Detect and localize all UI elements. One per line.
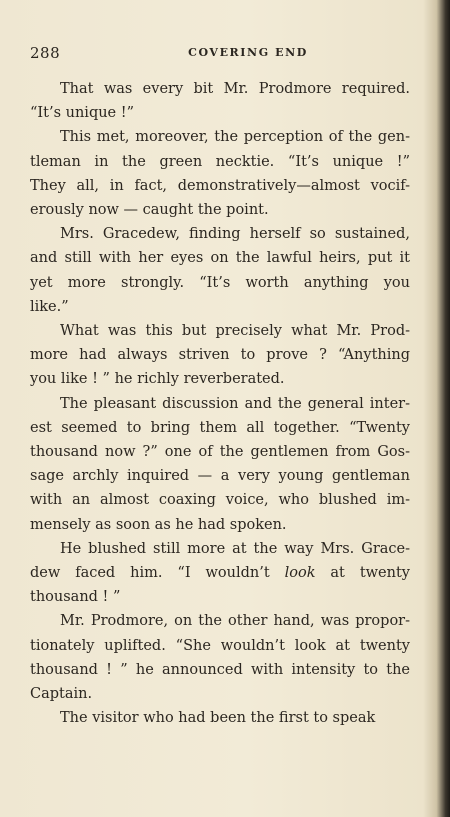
text-line: This met, moreover, the perception of the gen- [60, 129, 410, 146]
text-line: The pleasant discussion and the general inter- [60, 395, 410, 412]
text-line: He blushed still more at the way Mrs. Grace- [60, 540, 410, 557]
text-line: more had always striven to prove ? “Anything [30, 347, 410, 364]
text-line: Mr. Prodmore, on the other hand, was propor- [60, 613, 410, 630]
text-fragment: dew faced him. “I wouldn’t [30, 565, 285, 582]
text-line: tleman in the green necktie. “It’s unique !” [30, 153, 410, 170]
text-line: Captain. [30, 686, 93, 703]
text-line: The visitor who had been the first to speak [60, 710, 376, 727]
text-line: with an almost coaxing voice, who blushed im- [30, 492, 410, 509]
text-line: They all, in fact, demonstratively—almost vocif- [30, 177, 410, 194]
text-line: thousand ! ” [30, 589, 121, 606]
text-line: yet more strongly. “It’s worth anything you [30, 274, 410, 291]
text-line: thousand ! ” he announced with intensity to the [30, 661, 410, 678]
text-fragment: at twenty [315, 565, 410, 582]
text-line: That was every bit Mr. Prodmore required. [60, 81, 410, 97]
text-line: sage archly inquired — a very young gentleman [30, 468, 410, 485]
page-header [30, 44, 416, 64]
text-line: tionately uplifted. “She wouldn’t look at twenty [30, 637, 410, 654]
text-line: Mrs. Gracedew, finding herself so sustained, [60, 226, 410, 243]
text-line: mensely as soon as he had spoken. [30, 516, 287, 533]
text-line: What was this but precisely what Mr. Prod- [60, 323, 410, 340]
body-text [30, 77, 410, 730]
text-line: like.” [30, 298, 69, 315]
running-head: COVERING END [188, 46, 308, 59]
text-line: you like ! ” he richly reverberated. [30, 371, 285, 388]
text-line: est seemed to bring them all together. “Twenty [30, 419, 410, 436]
text-line: erously now — caught the point. [30, 202, 269, 219]
text-line: and still with her eyes on the lawful heirs, put it [30, 250, 410, 267]
italic-word: look [284, 565, 316, 582]
page-number: 288 [30, 44, 61, 62]
text-line: “It’s unique !” [30, 105, 134, 122]
text-line-with-italic [30, 561, 410, 585]
text-line: thousand now ?” one of the gentlemen from Gos- [30, 444, 410, 461]
